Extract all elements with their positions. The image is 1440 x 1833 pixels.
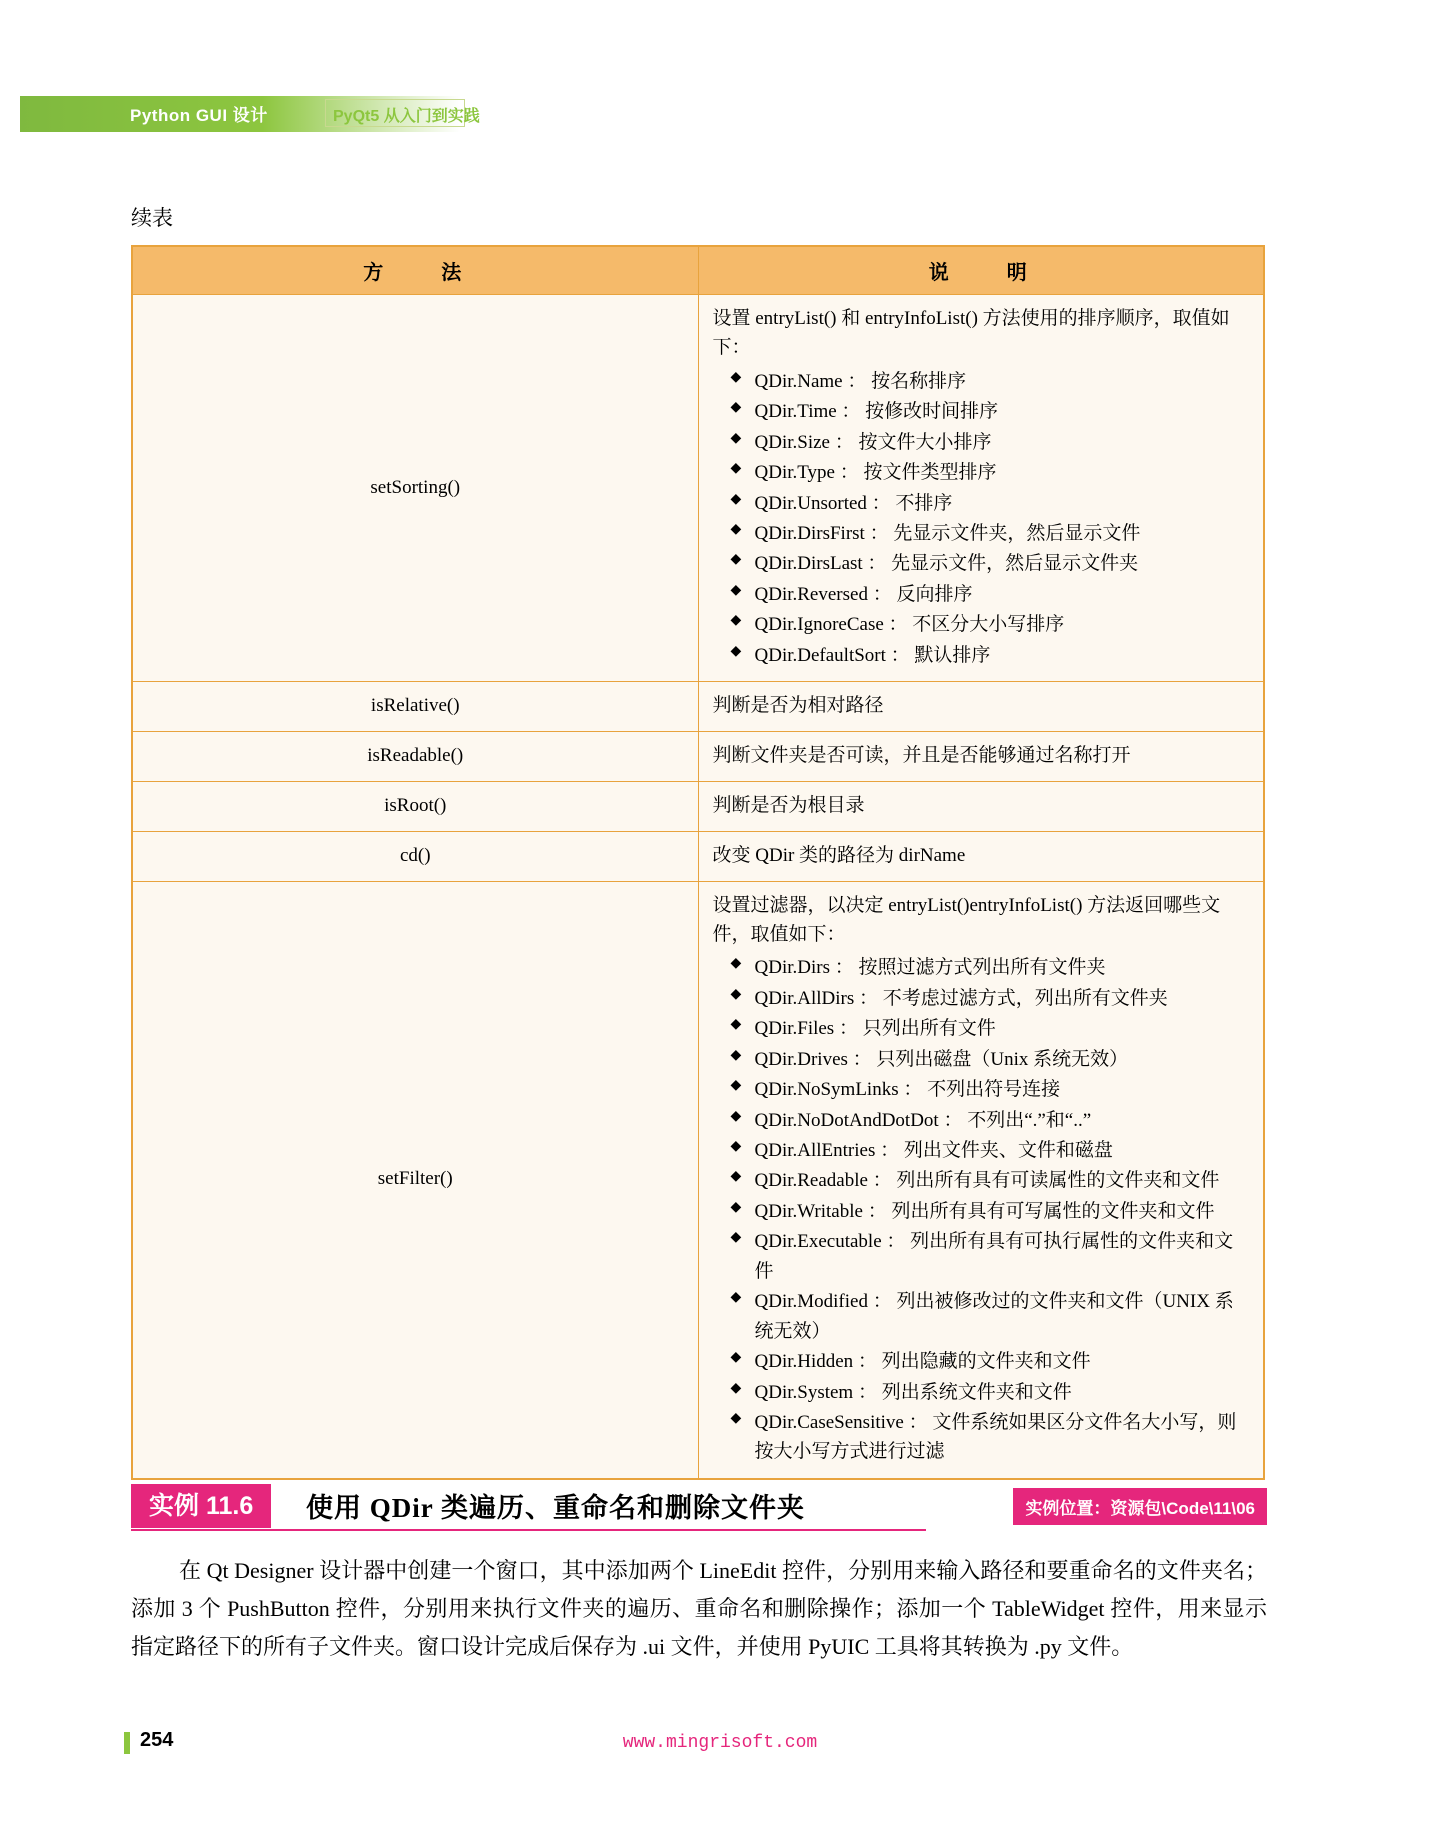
cell-description: 改变 QDir 类的路径为 dirName [698,831,1264,881]
list-item: ◆ QDir.CaseSensitive ： 文件系统如果区分文件名大小写，则按大小写方式进行过滤 [731,1408,1250,1467]
table-header-row [133,247,1264,295]
cell-description [698,881,1264,1478]
list-item: ◆ QDir.Time ： 按修改时间排序 [731,397,1250,426]
cell-description: 判断是否为相对路径 [698,682,1264,732]
cell-description: 判断文件夹是否可读，并且是否能够通过名称打开 [698,732,1264,782]
cell-method: cd() [133,831,699,881]
cell-method: setFilter() [133,881,699,1478]
table-row [133,295,1264,682]
list-item: ◆ QDir.Modified ： 列出被修改过的文件夹和文件（UNIX 系统无效） [731,1287,1250,1346]
header-title-sub: PyQt5 从入门到实践 [333,108,480,125]
list-item: ◆ QDir.System ： 列出系统文件夹和文件 [731,1378,1250,1407]
bullet-list [713,367,1250,670]
list-item: ◆ QDir.DirsFirst ： 先显示文件夹，然后显示文件 [731,519,1250,548]
list-item: ◆ QDir.AllEntries ： 列出文件夹、文件和磁盘 [731,1136,1250,1165]
example-location-badge: 实例位置：资源包\Code\11\06 [1013,1488,1267,1525]
table-row [133,682,1264,732]
page-number: 254 [140,1729,174,1751]
list-item: ◆ QDir.Dirs ： 按照过滤方式列出所有文件夹 [731,953,1250,982]
continued-table-label: 续表 [131,206,173,230]
cell-description: 判断是否为根目录 [698,781,1264,831]
header-title-main: Python GUI 设计 [130,106,268,125]
cell-method: isRelative() [133,682,699,732]
list-item: ◆ QDir.Executable ： 列出所有具有可执行属性的文件夹和文件 [731,1227,1250,1286]
bullet-list [713,953,1250,1466]
list-item: ◆ QDir.AllDirs ： 不考虑过滤方式，列出所有文件夹 [731,984,1250,1013]
table-row [133,831,1264,881]
description-heading: 设置过滤器，以决定 entryList()entryInfoList() 方法返回哪些文件，取值如下： [712,894,1221,945]
column-header-method: 方 法 [133,247,699,295]
example-underline [131,1529,926,1531]
description-heading: 设置 entryList() 和 entryInfoList() 方法使用的排序顺序，取值如下： [712,308,1230,358]
list-item: ◆ QDir.Name ： 按名称排序 [731,367,1250,396]
list-item: ◆ QDir.Hidden ： 列出隐藏的文件夹和文件 [731,1347,1250,1376]
footer-website: www.mingrisoft.com [622,1733,818,1753]
list-item: ◆ QDir.DefaultSort ： 默认排序 [731,641,1250,670]
table-row [133,732,1264,782]
example-title: 使用 QDir 类遍历、重命名和删除文件夹 [306,1493,805,1523]
list-item: ◆ QDir.Writable ： 列出所有具有可写属性的文件夹和文件 [731,1197,1250,1226]
list-item: ◆ QDir.Drives ： 只列出磁盘（Unix 系统无效） [731,1045,1250,1074]
list-item: ◆ QDir.DirsLast ： 先显示文件，然后显示文件夹 [731,549,1250,578]
example-badge: 实例 11.6 [131,1484,271,1528]
list-item: ◆ QDir.Files ： 只列出所有文件 [731,1014,1250,1043]
table-row [133,781,1264,831]
cell-description [698,295,1264,682]
list-item: ◆ QDir.Size ： 按文件大小排序 [731,428,1250,457]
example-heading [131,1484,1267,1530]
table-row [133,881,1264,1478]
body-paragraph: 在 Qt Designer 设计器中创建一个窗口，其中添加两个 LineEdit 控件，分别用来输入路径和要重命名的文件夹名；添加 3 个 PushButton 控件，分别用来执行文件夹的遍历、重命名和删除操作；添加一个 TableWidget 控件，用来显示指定路径下的所有子文件夹。窗口设计完成后保存为 .ui 文件，并使用 PyUIC 工具将其转换为 .py 文件。 [131,1558,1267,1659]
cell-method: isReadable() [133,732,699,782]
column-header-description: 说 明 [698,247,1264,295]
list-item: ◆ QDir.Unsorted ： 不排序 [731,489,1250,518]
list-item: ◆ QDir.IgnoreCase ： 不区分大小写排序 [731,610,1250,639]
list-item: ◆ QDir.Readable ： 列出所有具有可读属性的文件夹和文件 [731,1166,1250,1195]
list-item: ◆ QDir.Reversed ： 反向排序 [731,580,1250,609]
list-item: ◆ QDir.NoDotAndDotDot ： 不列出“.”和“..” [731,1106,1250,1135]
list-item: ◆ QDir.Type ： 按文件类型排序 [731,458,1250,487]
list-item: ◆ QDir.NoSymLinks ： 不列出符号连接 [731,1075,1250,1104]
cell-method: setSorting() [133,295,699,682]
qdir-methods-table [131,245,1265,1480]
cell-method: isRoot() [133,781,699,831]
page-header [0,96,1440,132]
